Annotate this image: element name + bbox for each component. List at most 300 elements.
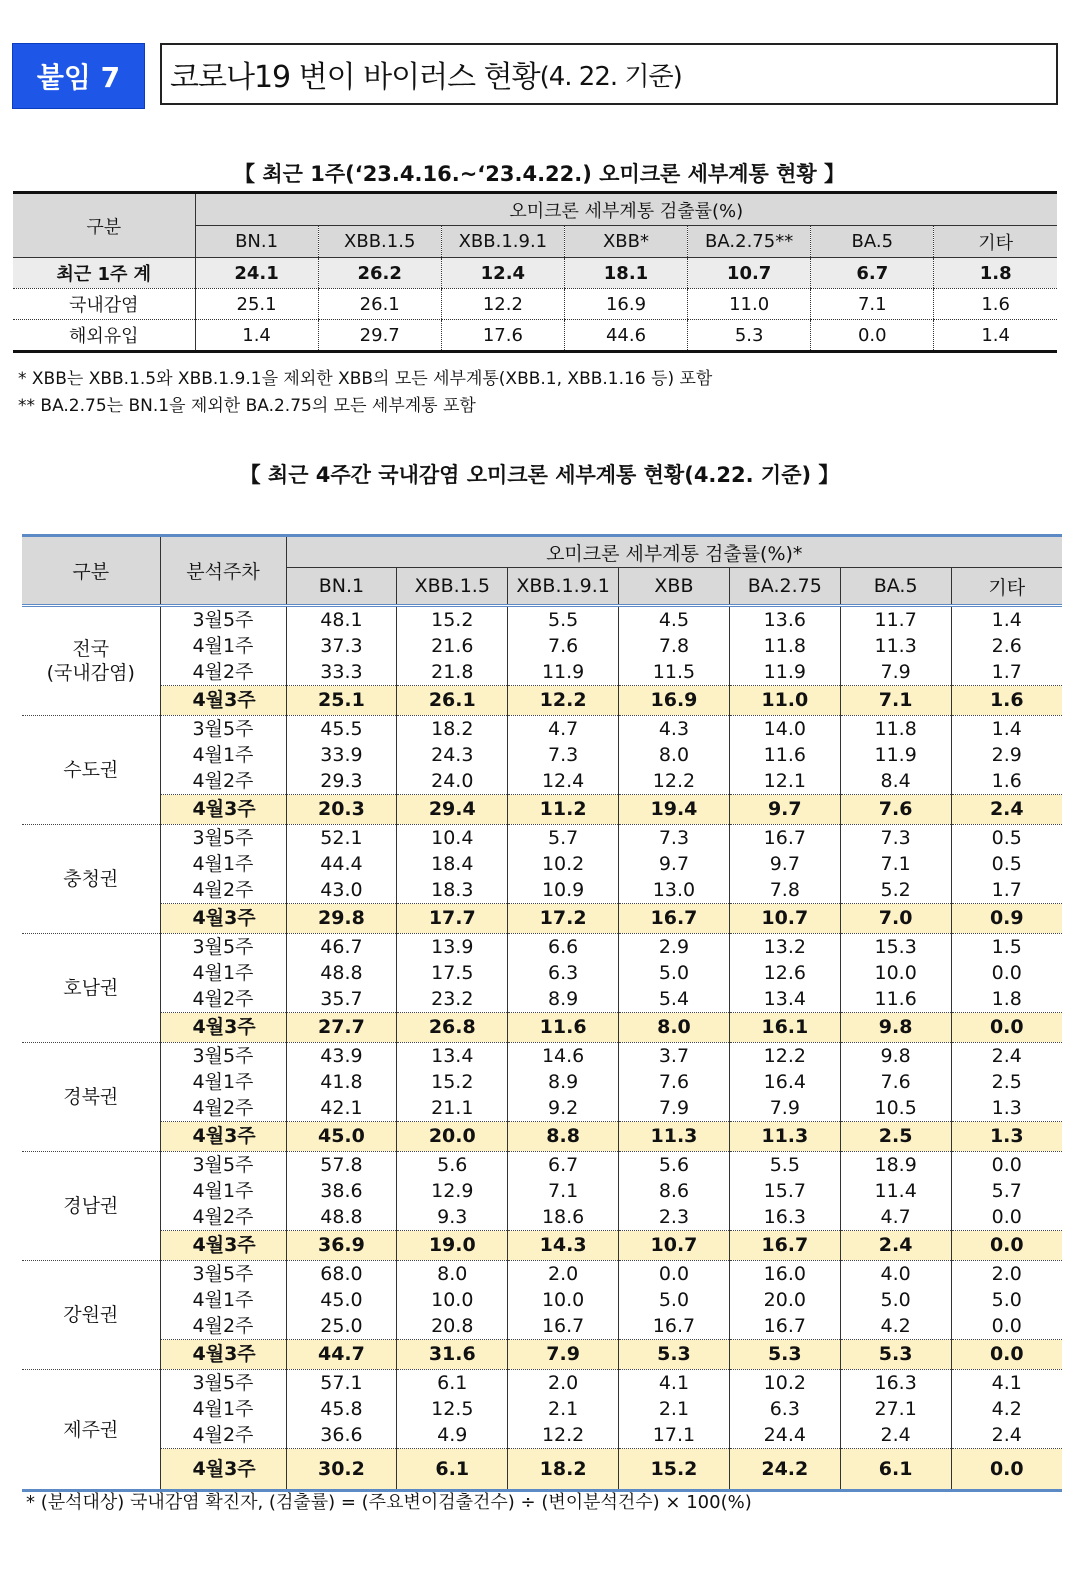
- table2-col-header: BN.1: [286, 568, 397, 606]
- table-row: [13, 320, 1057, 352]
- value-cell: 37.3: [286, 633, 397, 659]
- table-row: [22, 904, 1062, 934]
- value-cell: 13.2: [729, 934, 840, 961]
- value-cell: 12.2: [619, 768, 730, 795]
- value-cell: 12.5: [397, 1396, 508, 1422]
- week-label: 4월1주: [160, 1069, 286, 1095]
- value-cell: 14.3: [508, 1231, 619, 1261]
- value-cell: 17.1: [619, 1422, 730, 1449]
- value-cell: 8.8: [508, 1122, 619, 1152]
- value-cell: 44.4: [286, 851, 397, 877]
- value-cell: 11.6: [729, 742, 840, 768]
- value-cell: 11.5: [619, 659, 730, 686]
- week-label: 4월2주: [160, 1204, 286, 1231]
- value-cell: 2.6: [951, 633, 1062, 659]
- table-row: [22, 1095, 1062, 1122]
- value-cell: 0.0: [951, 1204, 1062, 1231]
- page-title-text: 코로나19 변이 바이러스 현황: [170, 60, 540, 95]
- value-cell: 7.3: [619, 825, 730, 852]
- value-cell: 4.2: [840, 1313, 951, 1340]
- week-label: 4월2주: [160, 659, 286, 686]
- value-cell: 10.2: [729, 1370, 840, 1397]
- value-cell: 41.8: [286, 1069, 397, 1095]
- table2-col-header: XBB: [619, 568, 730, 606]
- region-label: 강원권: [22, 1261, 160, 1370]
- value-cell: 4.9: [397, 1422, 508, 1449]
- value-cell: 18.4: [397, 851, 508, 877]
- week-label: 3월5주: [160, 606, 286, 634]
- value-cell: 2.3: [619, 1204, 730, 1231]
- table-row: [22, 1261, 1062, 1288]
- value-cell: 16.7: [619, 1313, 730, 1340]
- value-cell: 8.0: [397, 1261, 508, 1288]
- value-cell: 0.5: [951, 825, 1062, 852]
- table2-span-header: 오미크론 세부계통 검출률(%)*: [286, 536, 1062, 568]
- value-cell: 5.0: [619, 960, 730, 986]
- region-label: 전국 (국내감염): [22, 606, 160, 716]
- value-cell: 7.6: [840, 795, 951, 825]
- value-cell: 21.6: [397, 633, 508, 659]
- table-row: [22, 716, 1062, 743]
- value-cell: 13.0: [619, 877, 730, 904]
- value-cell: 9.8: [840, 1043, 951, 1070]
- week-label: 3월5주: [160, 1043, 286, 1070]
- value-cell: 11.4: [840, 1178, 951, 1204]
- value-cell: 0.0: [619, 1261, 730, 1288]
- value-cell: 11.7: [840, 606, 951, 634]
- value-cell: 5.3: [619, 1340, 730, 1370]
- value-cell: 57.8: [286, 1152, 397, 1179]
- page-title-date: (4. 22. 기준): [539, 61, 682, 92]
- value-cell: 5.0: [840, 1287, 951, 1313]
- value-cell: 5.3: [840, 1340, 951, 1370]
- week-label: 4월3주: [160, 1231, 286, 1261]
- value-cell: 3.7: [619, 1043, 730, 1070]
- table1-note: ** BA.2.75는 BN.1을 제외한 BA.2.75의 모든 세부계통 포함: [18, 396, 476, 416]
- value-cell: 2.5: [840, 1122, 951, 1152]
- value-cell: 24.1: [195, 258, 318, 289]
- table-row: [22, 877, 1062, 904]
- value-cell: 4.3: [619, 716, 730, 743]
- value-cell: 33.3: [286, 659, 397, 686]
- value-cell: 2.4: [840, 1231, 951, 1261]
- table-row: [22, 1340, 1062, 1370]
- value-cell: 11.8: [729, 633, 840, 659]
- value-cell: 10.9: [508, 877, 619, 904]
- value-cell: 57.1: [286, 1370, 397, 1397]
- value-cell: 2.4: [951, 1422, 1062, 1449]
- value-cell: 17.2: [508, 904, 619, 934]
- value-cell: 11.2: [508, 795, 619, 825]
- value-cell: 9.8: [840, 1013, 951, 1043]
- table-row: [22, 1152, 1062, 1179]
- value-cell: 35.7: [286, 986, 397, 1013]
- value-cell: 27.1: [840, 1396, 951, 1422]
- value-cell: 7.8: [619, 633, 730, 659]
- value-cell: 1.6: [951, 686, 1062, 716]
- table-row: [22, 633, 1062, 659]
- regional-lineage-table: [22, 534, 1062, 1492]
- value-cell: 10.7: [729, 904, 840, 934]
- table-row: [22, 1231, 1062, 1261]
- value-cell: 5.6: [619, 1152, 730, 1179]
- value-cell: 26.1: [397, 686, 508, 716]
- value-cell: 2.1: [508, 1396, 619, 1422]
- value-cell: 20.0: [729, 1287, 840, 1313]
- value-cell: 19.0: [397, 1231, 508, 1261]
- value-cell: 23.2: [397, 986, 508, 1013]
- value-cell: 25.1: [195, 289, 318, 320]
- value-cell: 33.9: [286, 742, 397, 768]
- value-cell: 7.3: [840, 825, 951, 852]
- value-cell: 15.2: [397, 1069, 508, 1095]
- value-cell: 6.7: [508, 1152, 619, 1179]
- table2-col-header: 기타: [951, 568, 1062, 606]
- value-cell: 5.7: [508, 825, 619, 852]
- value-cell: 14.6: [508, 1043, 619, 1070]
- table-row: [22, 986, 1062, 1013]
- value-cell: 7.6: [508, 633, 619, 659]
- value-cell: 11.9: [508, 659, 619, 686]
- value-cell: 24.4: [729, 1422, 840, 1449]
- value-cell: 0.0: [951, 1152, 1062, 1179]
- week-label: 4월3주: [160, 1122, 286, 1152]
- value-cell: 12.2: [729, 1043, 840, 1070]
- value-cell: 17.5: [397, 960, 508, 986]
- value-cell: 15.3: [840, 934, 951, 961]
- value-cell: 0.0: [951, 1340, 1062, 1370]
- value-cell: 1.6: [951, 768, 1062, 795]
- row-label: 국내감염: [13, 289, 195, 320]
- value-cell: 16.7: [729, 825, 840, 852]
- week-label: 4월3주: [160, 795, 286, 825]
- week-label: 4월3주: [160, 1449, 286, 1491]
- table-row: [22, 659, 1062, 686]
- value-cell: 26.8: [397, 1013, 508, 1043]
- value-cell: 1.7: [951, 877, 1062, 904]
- value-cell: 13.6: [729, 606, 840, 634]
- week-label: 4월2주: [160, 986, 286, 1013]
- table1-col-header: 기타: [934, 226, 1057, 258]
- table1-col-header: BA.5: [811, 226, 934, 258]
- table1-note: * XBB는 XBB.1.5와 XBB.1.9.1을 제외한 XBB의 모든 세부계통(XBB.1, XBB.1.16 등) 포함: [18, 369, 713, 389]
- value-cell: 7.9: [508, 1340, 619, 1370]
- value-cell: 38.6: [286, 1178, 397, 1204]
- value-cell: 7.1: [840, 686, 951, 716]
- week-label: 3월5주: [160, 934, 286, 961]
- week-label: 4월1주: [160, 1287, 286, 1313]
- value-cell: 30.2: [286, 1449, 397, 1491]
- value-cell: 18.2: [508, 1449, 619, 1491]
- week-label: 4월2주: [160, 768, 286, 795]
- value-cell: 16.3: [840, 1370, 951, 1397]
- table-row: [22, 795, 1062, 825]
- value-cell: 8.9: [508, 986, 619, 1013]
- value-cell: 1.4: [195, 320, 318, 352]
- region-label: 경북권: [22, 1043, 160, 1152]
- value-cell: 7.9: [729, 1095, 840, 1122]
- table-row: [22, 1069, 1062, 1095]
- table2-col-header: XBB.1.5: [397, 568, 508, 606]
- value-cell: 0.0: [951, 1231, 1062, 1261]
- value-cell: 17.6: [441, 320, 564, 352]
- value-cell: 24.3: [397, 742, 508, 768]
- value-cell: 6.1: [397, 1370, 508, 1397]
- value-cell: 16.3: [729, 1204, 840, 1231]
- value-cell: 2.0: [508, 1370, 619, 1397]
- value-cell: 7.3: [508, 742, 619, 768]
- table2-col-header: XBB.1.9.1: [508, 568, 619, 606]
- value-cell: 6.6: [508, 934, 619, 961]
- table1-col-header: XBB.1.9.1: [441, 226, 564, 258]
- value-cell: 11.3: [619, 1122, 730, 1152]
- value-cell: 10.7: [619, 1231, 730, 1261]
- value-cell: 43.9: [286, 1043, 397, 1070]
- table1-notes: [18, 366, 712, 420]
- row-label: 해외유입: [68, 326, 139, 347]
- value-cell: 36.6: [286, 1422, 397, 1449]
- week-label: 4월1주: [160, 633, 286, 659]
- value-cell: 16.0: [729, 1261, 840, 1288]
- value-cell: 10.4: [397, 825, 508, 852]
- value-cell: 10.0: [508, 1287, 619, 1313]
- table-row: [22, 1449, 1062, 1491]
- value-cell: 4.1: [619, 1370, 730, 1397]
- value-cell: 10.7: [688, 258, 811, 289]
- value-cell: 46.7: [286, 934, 397, 961]
- value-cell: 25.1: [286, 686, 397, 716]
- value-cell: 27.7: [286, 1013, 397, 1043]
- value-cell: 11.3: [840, 633, 951, 659]
- value-cell: 6.1: [397, 1449, 508, 1491]
- table2-col-header: BA.2.75: [729, 568, 840, 606]
- value-cell: 9.7: [619, 851, 730, 877]
- value-cell: 29.7: [318, 320, 441, 352]
- value-cell: 7.6: [840, 1069, 951, 1095]
- value-cell: 11.3: [729, 1122, 840, 1152]
- value-cell: 2.4: [951, 1043, 1062, 1070]
- table-row: [22, 1204, 1062, 1231]
- week-label: 4월1주: [160, 960, 286, 986]
- weekly-lineage-table: [13, 191, 1057, 353]
- value-cell: 45.0: [286, 1287, 397, 1313]
- table1-col-header: BN.1: [195, 226, 318, 258]
- value-cell: 16.7: [619, 904, 730, 934]
- value-cell: 21.8: [397, 659, 508, 686]
- value-cell: 10.0: [840, 960, 951, 986]
- value-cell: 5.5: [729, 1152, 840, 1179]
- value-cell: 5.5: [508, 606, 619, 634]
- value-cell: 12.4: [441, 258, 564, 289]
- value-cell: 4.7: [840, 1204, 951, 1231]
- value-cell: 14.0: [729, 716, 840, 743]
- week-label: 4월3주: [160, 904, 286, 934]
- value-cell: 29.8: [286, 904, 397, 934]
- value-cell: 12.2: [441, 289, 564, 320]
- value-cell: 44.6: [564, 320, 687, 352]
- value-cell: 45.8: [286, 1396, 397, 1422]
- value-cell: 19.4: [619, 795, 730, 825]
- value-cell: 15.2: [397, 606, 508, 634]
- value-cell: 25.0: [286, 1313, 397, 1340]
- region-label: 호남권: [22, 934, 160, 1043]
- table-row: [22, 686, 1062, 716]
- value-cell: 5.4: [619, 986, 730, 1013]
- week-label: 4월2주: [160, 1095, 286, 1122]
- value-cell: 26.1: [318, 289, 441, 320]
- value-cell: 7.6: [619, 1069, 730, 1095]
- page-title: [160, 43, 1058, 105]
- value-cell: 11.9: [729, 659, 840, 686]
- value-cell: 45.5: [286, 716, 397, 743]
- value-cell: 29.3: [286, 768, 397, 795]
- value-cell: 18.2: [397, 716, 508, 743]
- value-cell: 31.6: [397, 1340, 508, 1370]
- value-cell: 4.7: [508, 716, 619, 743]
- value-cell: 1.4: [934, 320, 1057, 352]
- region-label: 경남권: [22, 1152, 160, 1261]
- value-cell: 6.1: [840, 1449, 951, 1491]
- table2-col-week: 분석주차: [160, 536, 286, 606]
- value-cell: 7.1: [811, 289, 934, 320]
- value-cell: 2.0: [508, 1261, 619, 1288]
- table2-title: 【 최근 4주간 국내감염 오미크론 세부계통 현황(4.22. 기준) 】: [239, 463, 840, 487]
- value-cell: 1.5: [951, 934, 1062, 961]
- value-cell: 7.0: [840, 904, 951, 934]
- value-cell: 21.1: [397, 1095, 508, 1122]
- value-cell: 20.8: [397, 1313, 508, 1340]
- value-cell: 24.0: [397, 768, 508, 795]
- value-cell: 2.4: [951, 795, 1062, 825]
- week-label: 3월5주: [160, 1261, 286, 1288]
- value-cell: 4.1: [951, 1370, 1062, 1397]
- value-cell: 1.6: [934, 289, 1057, 320]
- table-row: [22, 934, 1062, 961]
- table-row: [22, 1313, 1062, 1340]
- week-label: 4월1주: [160, 851, 286, 877]
- region-label: 충청권: [22, 825, 160, 934]
- region-label: 수도권: [22, 716, 160, 825]
- table2-col-group: 구분: [22, 536, 160, 606]
- value-cell: 16.7: [729, 1231, 840, 1261]
- value-cell: 5.3: [688, 320, 811, 352]
- value-cell: 16.4: [729, 1069, 840, 1095]
- value-cell: 11.8: [840, 716, 951, 743]
- value-cell: 5.2: [840, 877, 951, 904]
- value-cell: 1.4: [951, 716, 1062, 743]
- value-cell: 12.2: [508, 686, 619, 716]
- table-row: [22, 851, 1062, 877]
- week-label: 3월5주: [160, 1152, 286, 1179]
- value-cell: 2.0: [951, 1261, 1062, 1288]
- week-label: 4월3주: [160, 1013, 286, 1043]
- table-row: [22, 960, 1062, 986]
- week-label: 4월1주: [160, 1396, 286, 1422]
- table-row: [22, 1370, 1062, 1397]
- value-cell: 12.9: [397, 1178, 508, 1204]
- week-label: 4월2주: [160, 877, 286, 904]
- value-cell: 13.9: [397, 934, 508, 961]
- value-cell: 0.5: [951, 851, 1062, 877]
- value-cell: 44.7: [286, 1340, 397, 1370]
- value-cell: 7.1: [508, 1178, 619, 1204]
- value-cell: 52.1: [286, 825, 397, 852]
- value-cell: 8.0: [619, 742, 730, 768]
- value-cell: 10.2: [508, 851, 619, 877]
- value-cell: 1.8: [934, 258, 1057, 289]
- value-cell: 29.4: [397, 795, 508, 825]
- value-cell: 48.8: [286, 1204, 397, 1231]
- value-cell: 2.9: [951, 742, 1062, 768]
- table2-col-header: BA.5: [840, 568, 951, 606]
- week-label: 4월1주: [160, 1178, 286, 1204]
- value-cell: 9.2: [508, 1095, 619, 1122]
- value-cell: 6.7: [811, 258, 934, 289]
- value-cell: 7.9: [840, 659, 951, 686]
- table-row: [22, 1043, 1062, 1070]
- table-row: [22, 825, 1062, 852]
- region-label: 제주권: [22, 1370, 160, 1491]
- value-cell: 36.9: [286, 1231, 397, 1261]
- value-cell: 0.9: [951, 904, 1062, 934]
- value-cell: 6.3: [508, 960, 619, 986]
- value-cell: 1.3: [951, 1095, 1062, 1122]
- table1-title: 【 최근 1주(‘23.4.16.~‘23.4.22.) 오미크론 세부계통 현황 】: [234, 162, 845, 186]
- value-cell: 9.3: [397, 1204, 508, 1231]
- value-cell: 12.4: [508, 768, 619, 795]
- table1-col-header: XBB.1.5: [318, 226, 441, 258]
- value-cell: 11.9: [840, 742, 951, 768]
- table-row: [22, 1287, 1062, 1313]
- value-cell: 8.6: [619, 1178, 730, 1204]
- value-cell: 24.2: [729, 1449, 840, 1491]
- value-cell: 26.2: [318, 258, 441, 289]
- value-cell: 10.0: [397, 1287, 508, 1313]
- value-cell: 13.4: [729, 986, 840, 1013]
- value-cell: 16.9: [564, 289, 687, 320]
- value-cell: 68.0: [286, 1261, 397, 1288]
- value-cell: 18.9: [840, 1152, 951, 1179]
- value-cell: 1.3: [951, 1122, 1062, 1152]
- table2-footnote: * (분석대상) 국내감염 확진자, (검출률) = (주요변이검출건수) ÷ (변이분석건수) × 100(%): [26, 1492, 752, 1513]
- value-cell: 9.7: [729, 851, 840, 877]
- value-cell: 8.0: [619, 1013, 730, 1043]
- value-cell: 18.3: [397, 877, 508, 904]
- value-cell: 16.9: [619, 686, 730, 716]
- value-cell: 0.0: [951, 1313, 1062, 1340]
- week-label: 4월2주: [160, 1313, 286, 1340]
- value-cell: 48.8: [286, 960, 397, 986]
- value-cell: 0.0: [951, 960, 1062, 986]
- value-cell: 12.6: [729, 960, 840, 986]
- value-cell: 8.9: [508, 1069, 619, 1095]
- week-label: 4월1주: [160, 742, 286, 768]
- table-row: [22, 1122, 1062, 1152]
- value-cell: 18.6: [508, 1204, 619, 1231]
- value-cell: 16.7: [729, 1313, 840, 1340]
- value-cell: 5.0: [619, 1287, 730, 1313]
- table-row: [13, 289, 1057, 320]
- table1-col-group: 구분: [13, 193, 195, 258]
- value-cell: 43.0: [286, 877, 397, 904]
- value-cell: 2.1: [619, 1396, 730, 1422]
- value-cell: 6.3: [729, 1396, 840, 1422]
- table1-span-header: 오미크론 세부계통 검출률(%): [195, 193, 1057, 226]
- value-cell: 42.1: [286, 1095, 397, 1122]
- value-cell: 0.0: [951, 1013, 1062, 1043]
- value-cell: 5.0: [951, 1287, 1062, 1313]
- value-cell: 9.7: [729, 795, 840, 825]
